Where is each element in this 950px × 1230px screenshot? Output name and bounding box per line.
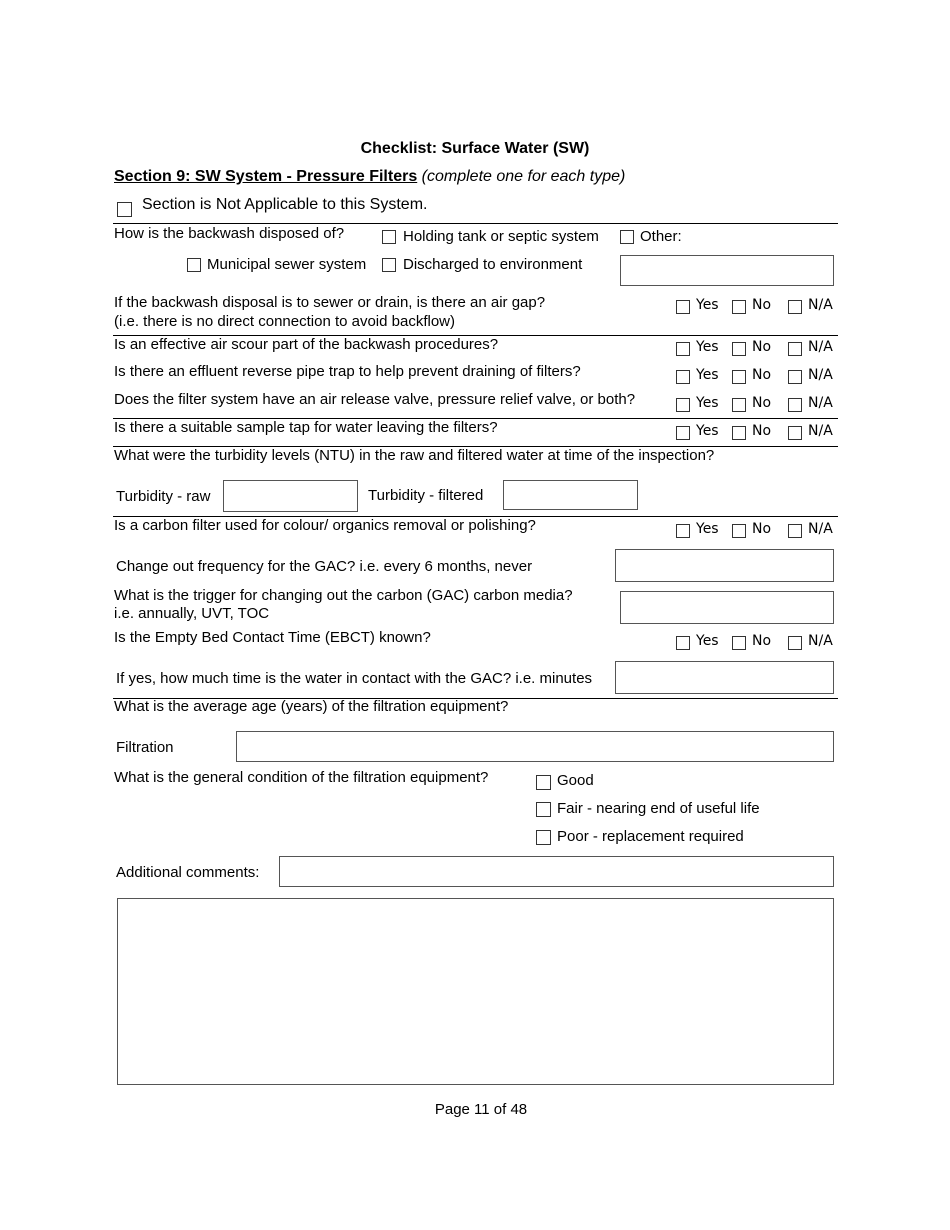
ebct-no-checkbox[interactable] bbox=[732, 636, 746, 650]
comments-textarea[interactable] bbox=[117, 898, 834, 1085]
airgap-na-label: N/A bbox=[808, 297, 833, 313]
pipetrap-yes-label: Yes bbox=[696, 367, 719, 383]
divider bbox=[113, 223, 838, 224]
gac-trigger-field[interactable] bbox=[620, 591, 834, 624]
valve-yes-label: Yes bbox=[696, 395, 719, 411]
document-title: Checklist: Surface Water (SW) bbox=[360, 140, 590, 157]
airgap-note: (i.e. there is no direct connection to avoid backflow) bbox=[114, 313, 456, 330]
section-title: Section 9: SW System - Pressure Filters bbox=[114, 168, 418, 185]
carbon-na-label: N/A bbox=[808, 521, 833, 537]
sampletap-no-label: No bbox=[752, 423, 772, 439]
carbon-yes-checkbox[interactable] bbox=[676, 524, 690, 538]
gac-trigger-label: What is the trigger for changing out the carbon (GAC) carbon media? bbox=[114, 587, 573, 604]
section-heading bbox=[114, 168, 625, 186]
airscour-yes-label: Yes bbox=[696, 339, 719, 355]
gac-contact-label: If yes, how much time is the water in contact with the GAC? i.e. minutes bbox=[116, 670, 593, 687]
valve-na-label: N/A bbox=[808, 395, 833, 411]
airscour-question: Is an effective air scour part of the backwash procedures? bbox=[114, 336, 499, 353]
turbidity-raw-label: Turbidity - raw bbox=[116, 488, 211, 505]
airscour-na-checkbox[interactable] bbox=[788, 342, 802, 356]
filtration-label: Filtration bbox=[116, 739, 174, 756]
condition-good-checkbox[interactable] bbox=[536, 775, 551, 790]
gac-trigger-examples: i.e. annually, UVT, TOC bbox=[114, 605, 270, 622]
page-number: Page 11 of 48 bbox=[434, 1101, 528, 1118]
filtration-age-field[interactable] bbox=[236, 731, 834, 762]
not-applicable-checkbox[interactable] bbox=[117, 202, 132, 217]
ebct-na-label: N/A bbox=[808, 633, 833, 649]
condition-fair-checkbox[interactable] bbox=[536, 802, 551, 817]
airscour-na-label: N/A bbox=[808, 339, 833, 355]
other-label: Other: bbox=[640, 228, 682, 245]
airgap-na-checkbox[interactable] bbox=[788, 300, 802, 314]
turbidity-filtered-label: Turbidity - filtered bbox=[368, 487, 484, 504]
ebct-yes-checkbox[interactable] bbox=[676, 636, 690, 650]
comments-label: Additional comments: bbox=[116, 864, 260, 881]
valve-na-checkbox[interactable] bbox=[788, 398, 802, 412]
backwash-question: How is the backwash disposed of? bbox=[114, 225, 345, 242]
sampletap-na-label: N/A bbox=[808, 423, 833, 439]
pipetrap-no-label: No bbox=[752, 367, 772, 383]
airscour-yes-checkbox[interactable] bbox=[676, 342, 690, 356]
other-field[interactable] bbox=[620, 255, 834, 286]
ebct-na-checkbox[interactable] bbox=[788, 636, 802, 650]
pipetrap-na-label: N/A bbox=[808, 367, 833, 383]
holding-tank-label: Holding tank or septic system bbox=[403, 228, 599, 245]
valve-no-label: No bbox=[752, 395, 772, 411]
airgap-question: If the backwash disposal is to sewer or drain, is there an air gap? bbox=[114, 294, 546, 311]
not-applicable-label: Section is Not Applicable to this System. bbox=[142, 196, 428, 213]
turbidity-raw-field[interactable] bbox=[223, 480, 358, 512]
condition-good-label: Good bbox=[557, 772, 594, 789]
municipal-sewer-label: Municipal sewer system bbox=[207, 256, 367, 273]
condition-poor-label: Poor - replacement required bbox=[557, 828, 744, 845]
ebct-yes-label: Yes bbox=[696, 633, 719, 649]
valve-yes-checkbox[interactable] bbox=[676, 398, 690, 412]
discharged-label: Discharged to environment bbox=[403, 256, 583, 273]
airscour-no-checkbox[interactable] bbox=[732, 342, 746, 356]
sampletap-na-checkbox[interactable] bbox=[788, 426, 802, 440]
section-note: (complete one for each type) bbox=[421, 168, 626, 185]
ebct-question: Is the Empty Bed Contact Time (EBCT) known? bbox=[114, 629, 431, 646]
gac-change-label: Change out frequency for the GAC? i.e. every 6 months, never bbox=[116, 558, 533, 575]
airscour-no-label: No bbox=[752, 339, 772, 355]
sampletap-yes-label: Yes bbox=[696, 423, 719, 439]
airgap-yes-label: Yes bbox=[696, 297, 719, 313]
pipetrap-na-checkbox[interactable] bbox=[788, 370, 802, 384]
pipetrap-yes-checkbox[interactable] bbox=[676, 370, 690, 384]
condition-question: What is the general condition of the filtration equipment? bbox=[114, 769, 489, 786]
carbon-yes-label: Yes bbox=[696, 521, 719, 537]
sampletap-question: Is there a suitable sample tap for water leaving the filters? bbox=[114, 419, 498, 436]
valve-question: Does the filter system have an air release valve, pressure relief valve, or both? bbox=[114, 391, 636, 408]
carbon-no-checkbox[interactable] bbox=[732, 524, 746, 538]
age-question: What is the average age (years) of the filtration equipment? bbox=[114, 698, 509, 715]
comments-field[interactable] bbox=[279, 856, 834, 887]
carbon-no-label: No bbox=[752, 521, 772, 537]
holding-tank-checkbox[interactable] bbox=[382, 230, 396, 244]
gac-change-field[interactable] bbox=[615, 549, 834, 582]
carbon-na-checkbox[interactable] bbox=[788, 524, 802, 538]
airgap-no-checkbox[interactable] bbox=[732, 300, 746, 314]
sampletap-no-checkbox[interactable] bbox=[732, 426, 746, 440]
pipetrap-no-checkbox[interactable] bbox=[732, 370, 746, 384]
airgap-yes-checkbox[interactable] bbox=[676, 300, 690, 314]
airgap-no-label: No bbox=[752, 297, 772, 313]
condition-poor-checkbox[interactable] bbox=[536, 830, 551, 845]
turbidity-question: What were the turbidity levels (NTU) in the raw and filtered water at time of the inspection? bbox=[114, 447, 715, 464]
municipal-sewer-checkbox[interactable] bbox=[187, 258, 201, 272]
other-checkbox[interactable] bbox=[620, 230, 634, 244]
carbon-question: Is a carbon filter used for colour/ organics removal or polishing? bbox=[114, 517, 536, 534]
condition-fair-label: Fair - nearing end of useful life bbox=[557, 800, 760, 817]
turbidity-filtered-field[interactable] bbox=[503, 480, 638, 510]
sampletap-yes-checkbox[interactable] bbox=[676, 426, 690, 440]
discharged-checkbox[interactable] bbox=[382, 258, 396, 272]
gac-contact-field[interactable] bbox=[615, 661, 834, 694]
ebct-no-label: No bbox=[752, 633, 772, 649]
valve-no-checkbox[interactable] bbox=[732, 398, 746, 412]
pipetrap-question: Is there an effluent reverse pipe trap to help prevent draining of filters? bbox=[114, 363, 581, 380]
